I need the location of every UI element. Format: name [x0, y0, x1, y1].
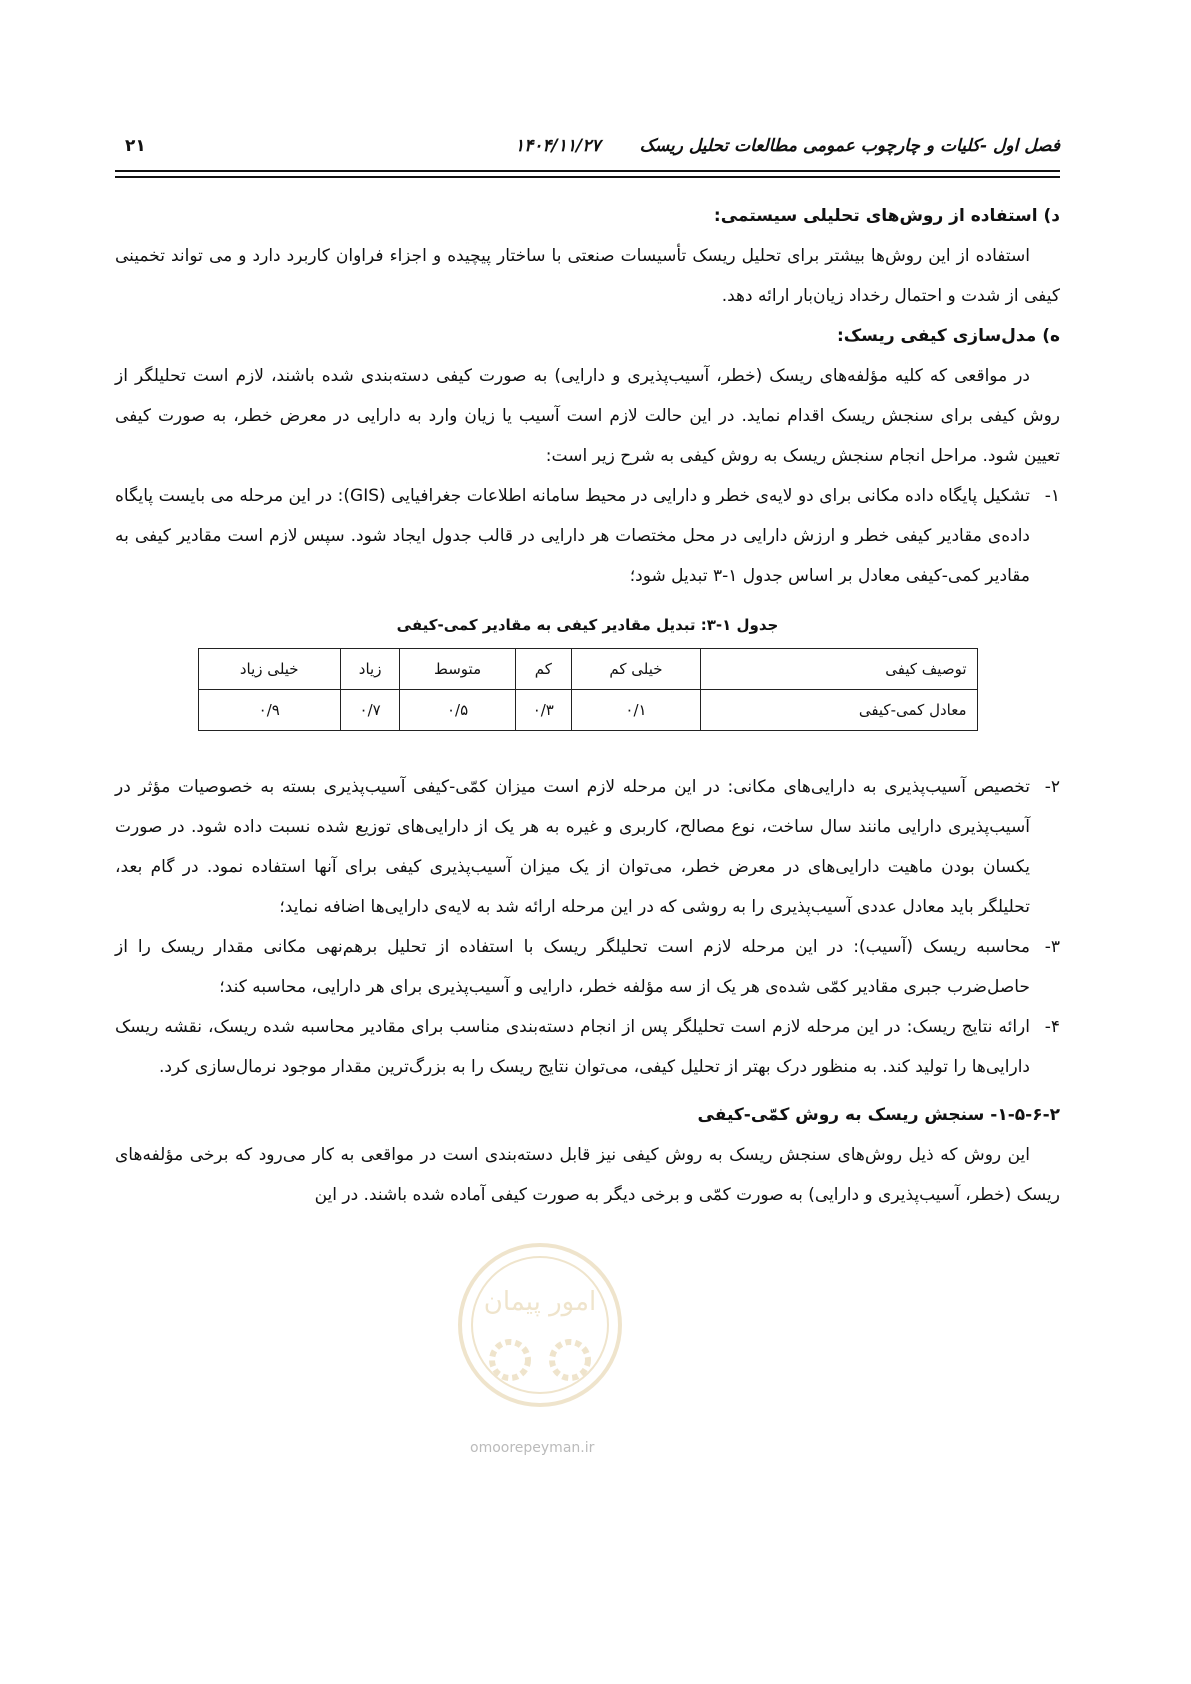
page-header — [115, 136, 1060, 164]
section-h-heading: ه) مدل‌سازی کیفی ریسک: — [836, 326, 1060, 346]
header-rule-bottom — [115, 176, 1060, 178]
table-cell: زیاد — [340, 649, 399, 690]
section-1562-paragraph: این روش که ذیل روش‌های سنجش ریسک به روش کیفی نیز قابل دسته‌بندی است در مواقعی به کار می‌رود که برخی مؤلفه‌های ریسک (خطر، آسیب‌پذیری و دارایی) به صورت کمّی و برخی دیگر به صورت کیفی آماده شده باشند. در این — [115, 1145, 1060, 1205]
table-cell: توصیف کیفی — [701, 649, 977, 690]
table-cell: ۰/۱ — [571, 690, 701, 731]
section-d-heading: د) استفاده از روش‌های تحلیلی سیستمی: — [713, 206, 1060, 226]
table-cell: ۰/۹ — [198, 690, 340, 731]
table-cell: ۰/۵ — [400, 690, 516, 731]
header-date: ۱۴۰۴/۱۱/۲۷ — [515, 136, 601, 156]
section-h-paragraph: در مواقعی که کلیه مؤلفه‌های ریسک (خطر، آسیب‌پذیری و دارایی) به صورت کیفی دسته‌بندی شده باشند، لازم است تحلیلگر از روش کیفی برای سنجش ریسک اقدام نماید. در این حالت لازم است آسیب یا زیان وارد به دارایی در معرض خطر، به صورت کیفی تعیین شود. مراحل انجام سنجش ریسک به روش کیفی به شرح زیر است: — [115, 366, 1060, 466]
step-number: ۲- — [1044, 777, 1060, 797]
chapter-title: فصل اول -کلیات و چارچوب عمومی مطالعات تحلیل ریسک — [639, 136, 1060, 156]
table-cell: ۰/۷ — [340, 690, 399, 731]
table-cell: کم — [515, 649, 571, 690]
step-number: ۴- — [1044, 1017, 1060, 1037]
step-1 — [115, 476, 1060, 596]
table-row — [198, 690, 977, 731]
table-cell: خیلی کم — [571, 649, 701, 690]
section-d-paragraph: استفاده از این روش‌ها بیشتر برای تحلیل ریسک تأسیسات صنعتی با ساختار پیچیده و اجزاء فراوان کاربرد دارد و می تواند تخمینی کیفی از شدت و احتمال رخداد زیان‌بار ارائه دهد. — [115, 246, 1060, 306]
table-cell: متوسط — [400, 649, 516, 690]
step-4 — [115, 1007, 1060, 1087]
table-row — [198, 649, 977, 690]
step-number: ۱- — [1044, 486, 1060, 506]
watermark-url: omoorepeyman.ir — [470, 1440, 595, 1456]
step-3 — [115, 927, 1060, 1007]
watermark-logo — [450, 1235, 630, 1415]
watermark-text: امور پیمان — [483, 1287, 597, 1317]
page-body — [115, 196, 1060, 1215]
header-rule-top — [115, 170, 1060, 172]
conversion-table — [198, 648, 978, 731]
section-1562-heading: ۱-۵-۶-۲- سنجش ریسک به روش کمّی-کیفی — [697, 1105, 1060, 1125]
page-number: ۲۱ — [125, 136, 146, 156]
step-text: تخصیص آسیب‌پذیری به دارایی‌های مکانی: در این مرحله لازم است میزان کمّی-کیفی آسیب‌پذیری بسته به خصوصیات مؤثر در آسیب‌پذیری دارایی مانند سال ساخت، نوع مصالح، کاربری و غیره به هر یک از دارایی‌های توزیع شده نسبت داده شود. در صورت یکسان بودن ماهیت دارایی‌های در معرض خطر، می‌توان از یک میزان آسیب‌پذیری کیفی برای آنها استفاده نمود. در گام بعد، تحلیلگر باید معادل عددی آسیب‌پذیری را به روشی که در این مرحله ارائه شد به لایه‌ی دارایی‌ها اضافه نماید؛ — [115, 777, 1030, 917]
table-cell: خیلی زیاد — [198, 649, 340, 690]
step-2 — [115, 767, 1060, 927]
table-caption: جدول ۱-۳: تبدیل مقادیر کیفی به مقادیر کمی-کیفی — [396, 616, 779, 634]
step-text: محاسبه ریسک (آسیب): در این مرحله لازم است تحلیلگر ریسک با استفاده از تحلیل برهم‌نهی مکانی مقدار ریسک را از حاصل‌ضرب جبری مقادیر کمّی شده‌ی هر یک از سه مؤلفه خطر، دارایی و آسیب‌پذیری برای هر دارایی، محاسبه کند؛ — [115, 937, 1030, 997]
table-cell: ۰/۳ — [515, 690, 571, 731]
table-cell: معادل کمی-کیفی — [701, 690, 977, 731]
step-text: ارائه نتایج ریسک: در این مرحله لازم است تحلیلگر پس از انجام دسته‌بندی مناسب برای مقادیر محاسبه شده ریسک، نقشه ریسک دارایی‌ها را تولید کند. به منظور درک بهتر از تحلیل کیفی، می‌توان نتایج ریسک را به بزرگ‌ترین مقدار موجود نرمال‌سازی کرد. — [115, 1017, 1030, 1077]
step-number: ۳- — [1044, 937, 1060, 957]
step-text: تشکیل پایگاه داده مکانی برای دو لایه‌ی خطر و دارایی در محیط سامانه اطلاعات جغرافیایی (GIS): در این مرحله می بایست پایگاه داده‌ی مقادیر کیفی خطر و ارزش دارایی در محل مختصات هر دارایی در قالب جدول ایجاد شود. سپس لازم است مقادیر کیفی به مقادیر کمی-کیفی معادل بر اساس جدول ۱-۳ تبدیل شود؛ — [115, 486, 1030, 586]
